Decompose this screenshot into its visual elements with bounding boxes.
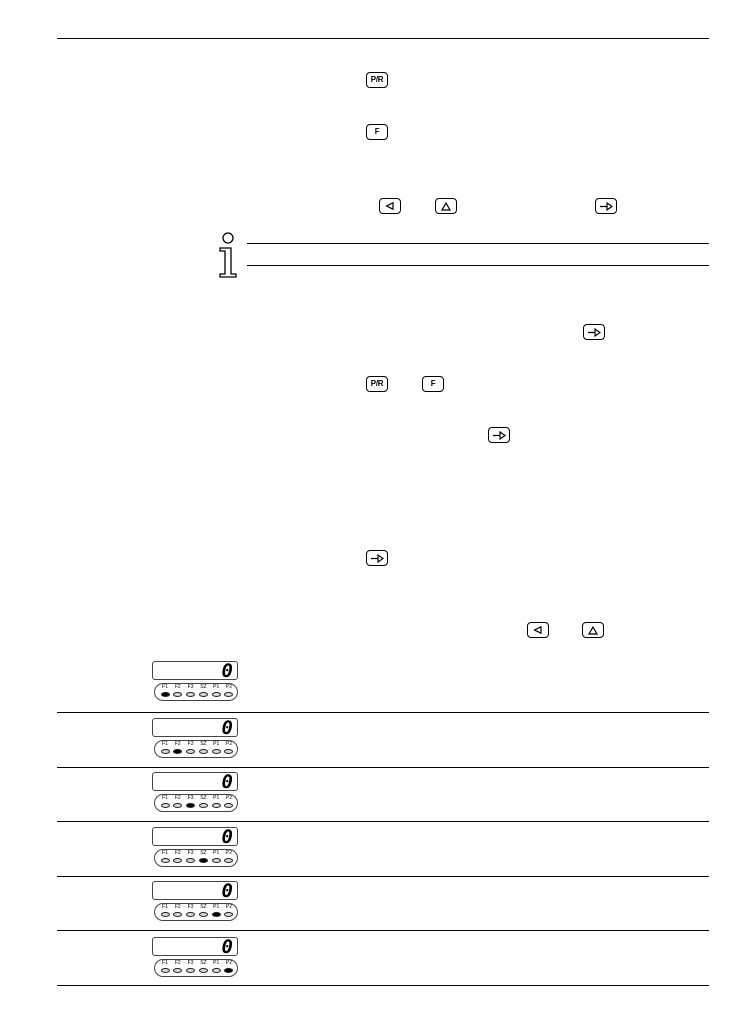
led-label: F1	[162, 684, 168, 690]
led-label: P2	[225, 850, 233, 856]
info-icon	[217, 232, 239, 283]
lcd-screen	[152, 718, 238, 737]
lcd-digit: 0	[221, 771, 233, 793]
key-enter-icon	[488, 427, 510, 443]
led-bar	[154, 849, 238, 867]
led-row	[159, 749, 235, 754]
lcd-screen	[152, 827, 238, 846]
led-label: F3	[187, 904, 194, 910]
key-f-label: F	[374, 127, 380, 136]
led-off-icon	[161, 803, 170, 808]
led-labels	[159, 742, 235, 747]
lcd-screen	[152, 772, 238, 791]
led-off-icon	[186, 912, 195, 917]
led-label: F3	[187, 960, 194, 966]
lcd-screen	[152, 661, 238, 680]
led-labels	[159, 685, 235, 690]
led-label: P1	[213, 795, 220, 801]
table-row-divider	[57, 876, 709, 877]
key-up-icon	[582, 622, 604, 638]
led-off-icon	[173, 968, 182, 973]
key-left-icon	[379, 198, 401, 214]
led-labels	[159, 961, 235, 966]
led-on-icon	[224, 968, 233, 973]
led-off-icon	[173, 692, 182, 697]
display-panel	[152, 827, 240, 869]
led-label: F2	[174, 904, 181, 910]
led-label: F1	[162, 904, 168, 910]
key-up-icon	[435, 198, 457, 214]
led-off-icon	[161, 912, 170, 917]
led-off-icon	[224, 749, 233, 754]
led-off-icon	[212, 858, 221, 863]
led-row	[159, 803, 235, 808]
led-off-icon	[224, 803, 233, 808]
led-on-icon	[186, 803, 195, 808]
lcd-screen	[152, 937, 238, 956]
led-label: F2	[174, 850, 181, 856]
led-off-icon	[199, 749, 208, 754]
led-label: F3	[187, 795, 194, 801]
led-off-icon	[212, 749, 221, 754]
key-pr-icon	[366, 376, 388, 392]
led-label: SZ	[200, 795, 207, 801]
led-off-icon	[212, 692, 221, 697]
led-off-icon	[173, 912, 182, 917]
led-label: F1	[162, 850, 168, 856]
note-rule-bottom	[247, 265, 709, 266]
led-labels	[159, 796, 235, 801]
led-bar	[154, 740, 238, 758]
led-row	[159, 968, 235, 973]
key-pr-label: P/R	[370, 75, 384, 84]
led-off-icon	[224, 858, 233, 863]
key-enter-icon	[583, 324, 605, 340]
led-off-icon	[224, 912, 233, 917]
lcd-digit: 0	[221, 660, 233, 682]
led-row	[159, 912, 235, 917]
display-panel	[152, 661, 240, 703]
led-off-icon	[186, 692, 195, 697]
table-row-divider	[57, 767, 709, 768]
led-label: P1	[213, 850, 220, 856]
led-label: P2	[225, 741, 233, 747]
display-panel	[152, 772, 240, 814]
bottom-rule	[57, 985, 709, 986]
led-label: F2	[174, 795, 181, 801]
led-off-icon	[186, 749, 195, 754]
led-labels	[159, 905, 235, 910]
lcd-digit: 0	[221, 717, 233, 739]
led-label: F3	[187, 741, 194, 747]
led-label: F3	[187, 850, 194, 856]
led-row	[159, 858, 235, 863]
table-row-divider	[57, 930, 709, 931]
led-labels	[159, 851, 235, 856]
led-label: SZ	[200, 850, 207, 856]
key-f-icon	[366, 124, 388, 140]
led-off-icon	[224, 692, 233, 697]
led-label: P1	[213, 741, 220, 747]
led-off-icon	[161, 858, 170, 863]
led-off-icon	[161, 968, 170, 973]
led-off-icon	[199, 968, 208, 973]
key-pr-icon	[366, 72, 388, 88]
led-off-icon	[186, 968, 195, 973]
led-label: F2	[174, 960, 181, 966]
table-row-divider	[57, 821, 709, 822]
led-bar	[154, 794, 238, 812]
led-label: F1	[162, 960, 168, 966]
led-off-icon	[186, 858, 195, 863]
display-panel	[152, 937, 240, 979]
lcd-screen	[152, 881, 238, 900]
led-off-icon	[199, 803, 208, 808]
led-label: F1	[162, 795, 168, 801]
led-bar	[154, 903, 238, 921]
led-label: P1	[213, 684, 220, 690]
key-f-icon	[422, 376, 444, 392]
display-panel	[152, 718, 240, 760]
led-label: SZ	[200, 684, 207, 690]
led-label: P2	[225, 960, 233, 966]
led-label: F2	[174, 741, 181, 747]
led-label: SZ	[200, 960, 207, 966]
led-label: P1	[213, 960, 220, 966]
led-label: F3	[187, 684, 194, 690]
table-row-divider	[57, 712, 709, 713]
led-label: SZ	[200, 904, 207, 910]
led-label: SZ	[200, 741, 207, 747]
lcd-digit: 0	[221, 936, 233, 958]
led-on-icon	[173, 749, 182, 754]
led-off-icon	[212, 803, 221, 808]
lcd-digit: 0	[221, 826, 233, 848]
led-on-icon	[199, 858, 208, 863]
top-rule	[57, 38, 709, 39]
led-off-icon	[173, 803, 182, 808]
led-label: F1	[162, 741, 168, 747]
led-off-icon	[173, 858, 182, 863]
key-f-label: F	[430, 379, 436, 388]
key-enter-icon	[366, 550, 388, 566]
led-label: P1	[213, 904, 220, 910]
led-off-icon	[199, 692, 208, 697]
led-label: P2	[225, 684, 233, 690]
led-bar	[154, 959, 238, 977]
led-label: P2	[225, 795, 233, 801]
key-enter-icon	[595, 198, 617, 214]
led-label: F2	[174, 684, 181, 690]
led-row	[159, 692, 235, 697]
lcd-digit: 0	[221, 880, 233, 902]
led-off-icon	[212, 968, 221, 973]
led-bar	[154, 683, 238, 701]
note-rule-top	[247, 243, 709, 244]
led-off-icon	[161, 749, 170, 754]
led-on-icon	[212, 912, 221, 917]
led-label: P2	[225, 904, 233, 910]
key-pr-label: P/R	[370, 379, 384, 388]
led-on-icon	[161, 692, 170, 697]
key-left-icon	[527, 622, 549, 638]
display-panel	[152, 881, 240, 923]
led-off-icon	[199, 912, 208, 917]
